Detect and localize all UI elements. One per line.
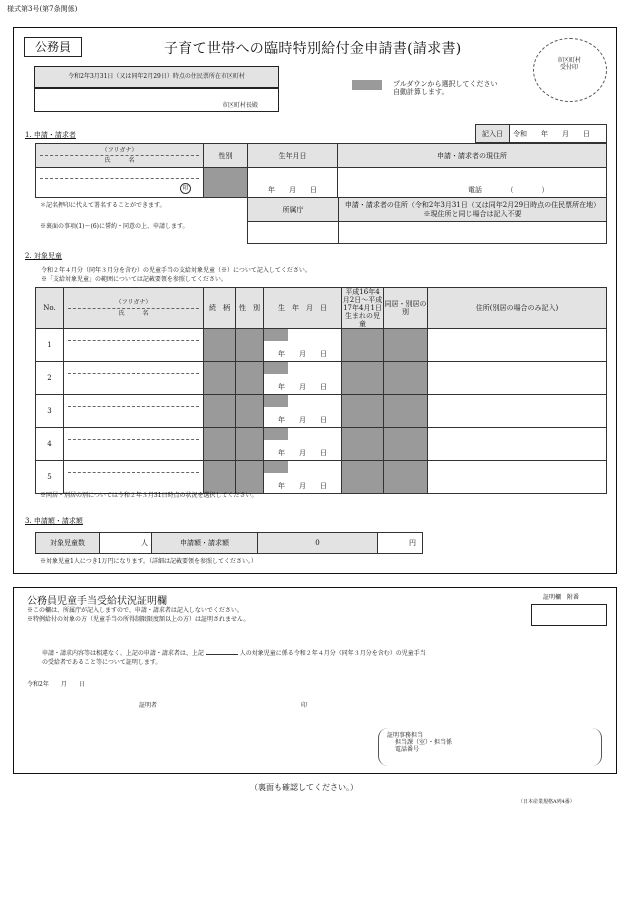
cert-serial-field[interactable] (531, 604, 607, 626)
col-no: No. (36, 288, 64, 329)
child-address-field[interactable] (428, 395, 607, 428)
cert-body-2: の受給者であること等について証明します。 (42, 659, 162, 666)
certifier-seal: 印 (301, 702, 308, 709)
child-relation-select[interactable] (204, 461, 236, 494)
applicant-name-field[interactable] (36, 168, 204, 198)
resident-address-note: ※現住所と同じ場合は記入不要 (423, 209, 522, 218)
cert-date: 令和2年 月 日 (27, 681, 85, 688)
child-row (36, 362, 607, 395)
applicant-gender-select[interactable] (204, 168, 248, 198)
section1-heading: 1. 申請・請求者 (25, 131, 76, 139)
col-gender: 性 別 (236, 288, 264, 329)
child-birth-field[interactable]: 年 月 日 (264, 461, 342, 494)
cohab-footnote: ※同居・別居の別については令和２年３月31日時点の状況を選択してください。 (40, 492, 258, 499)
section2-note2: ※「支給対象児童」の範囲については記載要領を参照してください。 (41, 276, 227, 283)
child-name-field[interactable] (64, 395, 204, 428)
back-side-note: （裏面も確認してください。） (250, 783, 358, 792)
child-address-field[interactable] (428, 329, 607, 362)
child-cohab-select[interactable] (384, 362, 428, 395)
gender-header: 性別 (204, 144, 248, 168)
child-row (36, 329, 607, 362)
section2-note1: 令和２年４月分（同年３月分を含む）の児童手当の支給対象児童（※）について記入してください。 (41, 267, 311, 274)
col-cohab: 同居・別居の別 (384, 288, 428, 329)
applicant-furigana-label: （フリガナ） (101, 146, 138, 154)
child-no: 1 (36, 329, 64, 362)
child-address-field[interactable] (428, 461, 607, 494)
fill-date-field[interactable]: 令和 年 月 日 (510, 125, 607, 143)
applicant-birthdate-field[interactable]: 年 月 日 (248, 168, 338, 198)
amount-note: ※対象児童1人につき1万円になります。（詳細は記載要領を参照してください。） (40, 558, 258, 565)
child-no: 2 (36, 362, 64, 395)
child-birth-field[interactable]: 年 月 日 (264, 428, 342, 461)
children-table (35, 287, 607, 494)
cert-child-count-field[interactable] (206, 648, 238, 655)
dept-label: 所属庁 (248, 198, 339, 222)
applicant-table (35, 143, 607, 198)
cert-note2: ※特例給付の対象の方（児童手当の所得制限限度額以上の方）は証明されません。 (27, 616, 250, 623)
mayor-addressee: 市区町村長殿 (222, 102, 259, 109)
office-line-2: 担当課（室）・担当係 (395, 739, 453, 747)
cert-body-1a: 申請・請求内容等は相違なく、上記の申請・請求者は、上記 (42, 650, 204, 657)
office-line-1: 証明事務担当 (387, 732, 424, 739)
dept-field[interactable] (248, 222, 339, 244)
child-range-select[interactable] (342, 362, 384, 395)
col-relation: 続 柄 (204, 288, 236, 329)
dept-table (247, 197, 607, 244)
child-no: 4 (36, 428, 64, 461)
child-gender-select[interactable] (236, 395, 264, 428)
fill-date-table (475, 124, 607, 143)
child-relation-select[interactable] (204, 329, 236, 362)
col-name: 氏 名 (118, 309, 149, 317)
child-birth-field[interactable]: 年 月 日 (264, 362, 342, 395)
child-address-field[interactable] (428, 362, 607, 395)
child-range-select[interactable] (342, 428, 384, 461)
child-address-field[interactable] (428, 428, 607, 461)
section3-heading: 3. 申請額・請求額 (25, 517, 83, 525)
count-field[interactable]: 人 (100, 533, 152, 554)
child-relation-select[interactable] (204, 395, 236, 428)
birthdate-header: 生年月日 (248, 144, 338, 168)
fill-date-label: 記入日 (476, 125, 510, 143)
amount-table (35, 532, 423, 554)
resident-address-field[interactable] (339, 222, 607, 244)
seal-note: ＊記名押印に代えて署名することができます。 (40, 202, 166, 209)
cert-title: 公務員児童手当受給状況証明欄 (27, 596, 167, 607)
form-number: 様式第3号(第7条関係) (7, 5, 78, 13)
child-row (36, 461, 607, 494)
era-select[interactable] (264, 362, 288, 374)
child-name-field[interactable] (64, 428, 204, 461)
child-relation-select[interactable] (204, 362, 236, 395)
cert-body-1b: 人の対象児童に係る令和２年４月分（同年３月分を含む）の児童手当 (239, 650, 426, 657)
era-select[interactable] (264, 428, 288, 440)
pulldown-legend-swatch (352, 80, 382, 90)
era-select[interactable] (264, 395, 288, 407)
child-cohab-select[interactable] (384, 428, 428, 461)
col-address: 住所(別居の場合のみ記入) (428, 288, 607, 329)
child-range-select[interactable] (342, 461, 384, 494)
legend-pulldown-text: プルダウンから選択してください (393, 80, 498, 88)
child-cohab-select[interactable] (384, 395, 428, 428)
amount-unit: 円 (378, 533, 423, 554)
page-title: 子育て世帯への臨時特別給付金申請書(請求書) (164, 41, 462, 57)
child-relation-select[interactable] (204, 428, 236, 461)
col-birth: 生 年 月 日 (264, 288, 342, 329)
child-birth-field[interactable]: 年 月 日 (264, 329, 342, 362)
era-select[interactable] (264, 461, 288, 473)
child-gender-select[interactable] (236, 461, 264, 494)
child-gender-select[interactable] (236, 329, 264, 362)
col-birth-range: 平成16年4月2日～平成17年4月1日生まれの児童 (342, 288, 383, 329)
child-cohab-select[interactable] (384, 329, 428, 362)
certifier-label: 証明者 (139, 702, 158, 709)
child-no: 3 (36, 395, 64, 428)
municipality-header: 令和2年3月31日（又は同年2月29日）時点の住民票所在市区町村 (34, 66, 279, 88)
pledge-note: ※裏面の事項(1)～(6)に誓約・同意の上、申請します。 (40, 223, 189, 230)
amount-value: 0 (258, 533, 378, 554)
count-label: 対象児童数 (36, 533, 100, 554)
child-range-select[interactable] (342, 395, 384, 428)
applicant-name-label: 氏 名 (104, 157, 135, 164)
amount-label: 申請額・請求額 (152, 533, 258, 554)
stamp-line-2: 受付印 (559, 64, 578, 72)
child-gender-select[interactable] (236, 428, 264, 461)
child-range-select[interactable] (342, 329, 384, 362)
child-row (36, 395, 607, 428)
child-name-field[interactable] (64, 362, 204, 395)
cert-serial-label: 証明欄 附番 (543, 594, 580, 601)
era-select[interactable] (264, 329, 288, 341)
child-gender-select[interactable] (236, 362, 264, 395)
child-cohab-select[interactable] (384, 461, 428, 494)
resident-address-label: 申請・請求者の住所（令和2年3月31日（又は同年2月29日時点の住民票所在地） (344, 201, 601, 210)
stamp-line-1: 市区町村 (556, 57, 581, 64)
applicant-address-field[interactable]: 電話 （ ） (338, 168, 607, 198)
cert-note1: ※この欄は、所属庁が記入しますので、申請・請求者は記入しないでください。 (27, 607, 243, 614)
child-name-field[interactable] (64, 329, 204, 362)
seal-mark: 印 (180, 183, 191, 194)
child-birth-field[interactable]: 年 月 日 (264, 395, 342, 428)
jis-note: （日本産業規格A列4番） (518, 799, 575, 805)
civil-servant-badge: 公務員 (24, 37, 82, 57)
child-no: 5 (36, 461, 64, 494)
child-name-field[interactable] (64, 461, 204, 494)
child-row (36, 428, 607, 461)
section2-heading: 2. 対象児童 (25, 252, 62, 260)
col-furigana: （フリガナ） (115, 299, 152, 307)
legend-auto-text: 自動計算します。 (393, 88, 449, 97)
address-header: 申請・請求者の現住所 (338, 144, 607, 168)
office-line-3: 電話番号 (395, 746, 420, 754)
